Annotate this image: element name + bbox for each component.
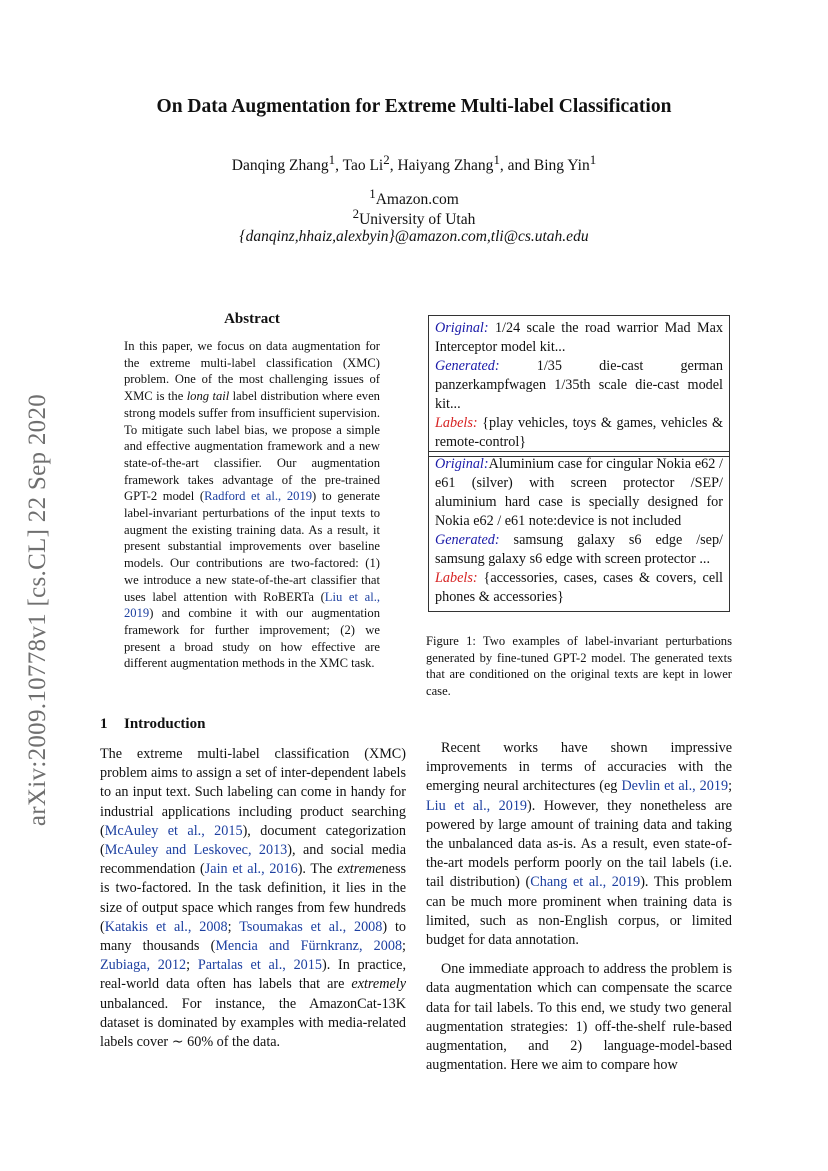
abstract-body [124,338,380,672]
paragraph: One immediate approach to address the problem is data augmentation which can compensate the scarce data for tail labels. To this end, we study two general augmentation strategies: 1) off-the-shelf rule-based augmentation, and 2) language-model-based augmentation. Here we aim to compare how [426,961,732,1074]
labels-text: {play vehicles, toys & games, vehicles & remote-control} [435,415,723,450]
body-text: ). This problem can be much more prominent when training data is limited, such as non-English corpus, or limited budget for data annotation. [426,874,732,949]
citation-link[interactable]: Chang et al., 2019 [530,874,641,891]
citation-link[interactable]: Mencia and Fürnkranz, 2008 [215,938,403,955]
section-title: Introduction [124,716,206,732]
abstract-text: label distribution where even strong models suffer from insufficient supervision. To mitigate such label bias, we propose a simple and effective augmentation framework and a new state-of-the-art classifier. Our augmentation framework takes advantage of the pre-trained GPT-2 model ( [124,389,380,504]
body-text: ). The [297,861,338,878]
figure-caption: Figure 1: Two examples of label-invariant perturbations generated by fine-tuned GPT-2 model. The generated texts that are conditioned on the original texts are kept in lower case. [426,634,732,699]
author-list: Danqing Zhang$^1$, Tao Li$^2$, Haiyang Zhang$^1$, and Bing Yin$^1$ [231,152,597,175]
affiliation-sup: 1 [369,186,376,201]
author-name: Danqing Zhang [231,157,329,175]
body-emphasis: extreme [337,861,382,878]
paragraph [100,745,406,1052]
citation-link[interactable]: Partalas et al., 2015 [197,957,322,974]
arxiv-sidebar [16,365,60,855]
author-sup: 1 [493,152,500,167]
affiliation-sup: 2 [352,206,360,221]
body-text: ). However, they nonetheless are powered by large amount of training data and taking the unbalanced data as-is. As a result, even state-of-the-art models perform poorly on the tail labels (i.e. tail distribution) ( [426,797,733,891]
citation-link[interactable]: Zubiaga, 2012 [100,957,187,974]
body-text: ; [227,918,240,935]
generated-label: Generated: [435,358,500,374]
intro-right-column [426,739,732,1075]
author-sup: 1 [328,152,336,167]
generated-text: samsung galaxy s6 edge /sep/ samsung galaxy s6 edge with screen protector ... [435,532,723,567]
author-sup: 1 [589,152,597,167]
arxiv-identifier: arXiv:2009.10778v1 [cs.CL] 22 Sep 2020 [24,393,51,827]
body-text: ; [728,778,733,795]
author-emails: {danqinz,hhaiz,alexbyin}@amazon.com,tli@cs.utah.edu [239,228,589,245]
citation-link[interactable]: Tsoumakas et al., 2008 [239,918,383,935]
author-name: and Bing Yin [507,157,590,175]
author-name: Haiyang Zhang [397,157,494,175]
citation-link[interactable]: McAuley and Leskovec, 2013 [104,842,288,859]
citation-link[interactable]: Liu et al., 2019 [426,797,528,814]
abstract-text: ) to generate label-invariant perturbations of the input texts to augment the existing training data. As a result, it present substantial improvements over baseline models. Our contributions are two-factored: (1) we introduce a new state-of-the-art classifier that uses label attention with RoBERTa ( [124,489,381,604]
abstract-text: In this paper, we focus on data augmentation for the extreme multi-label classification (XMC) problem. One of the most challenging issues of XMC is the [124,339,380,404]
abstract-emphasis: long tail [186,389,230,404]
abstract-heading: Abstract [224,311,280,327]
labels-label: Labels: [435,570,478,586]
generated-label: Generated: [435,532,500,548]
affiliation-name: University of Utah [359,211,476,229]
citation-link[interactable]: Jain et al., 2016 [204,861,298,878]
abstract-text: ) and combine it with our augmentation framework for further improvement; (2) we present a broad study on how effective are different augmentation methods in the XMC task. [124,606,380,671]
body-text: ), document categorization ( [100,822,406,859]
labels-text: {accessories, cases, cases & covers, cell phones & accessories} [435,570,723,605]
body-text: ). In practice, real-world data often has labels that are [100,957,406,993]
body-emphasis: extremely [351,976,406,993]
citation-link[interactable]: Liu et al., 2019 [124,589,380,621]
figure-example-box [428,451,730,612]
section-number: 1 [100,716,108,732]
body-text: unbalanced. For instance, the AmazonCat-13K dataset is dominated by examples with media-related labels cover ∼ 60% of the data. [100,995,406,1051]
original-text: 1/24 scale the road warrior Mad Max Interceptor model kit... [435,320,723,355]
body-text: ; [402,938,406,955]
body-text: ), and social media recommendation ( [100,842,406,878]
original-label: Original: [435,320,489,336]
original-label: Original: [435,456,489,472]
labels-label: Labels: [435,415,478,431]
author-sup: 2 [383,152,390,167]
citation-link[interactable]: Devlin et al., 2019 [621,778,729,795]
affiliation [100,206,728,229]
body-text: ) to many thousands ( [100,918,407,955]
body-text: Recent works have shown impressive improvements in terms of accuracies with the emerging neural architectures (eg [426,740,732,795]
author-name: Tao Li [342,157,384,175]
figure-example-box [428,315,730,457]
generated-text: 1/35 die-cast german panzerkampfwagen 1/35th scale die-cast model kit... [435,358,723,412]
citation-link[interactable]: McAuley et al., 2015 [104,822,243,839]
body-text: ; [186,957,198,974]
paragraph [426,739,732,950]
citation-link[interactable]: Katakis et al., 2008 [104,918,228,935]
intro-left-column [100,745,406,1052]
body-text: ness is two-factored. In the task definition, it lies in the size of output space which ranges from few hundreds ( [100,861,406,935]
original-text: Aluminium case for cingular Nokia e62 / e61 (silver) with screen protector /SEP/ aluminium hard case is specially designed for Nokia e62 / e61 note:device is not included [435,456,723,529]
affiliation-name: Amazon.com [375,191,459,209]
paper-title: On Data Augmentation for Extreme Multi-label Classification [156,96,672,117]
citation-link[interactable]: Radford et al., 2019 [204,489,313,504]
body-text: The extreme multi-label classification (XMC) problem aims to assign a set of inter-dependent labels to an input text. Such labeling can come in handy for industrial applications including product searching ( [100,746,406,839]
section-heading [100,716,205,733]
